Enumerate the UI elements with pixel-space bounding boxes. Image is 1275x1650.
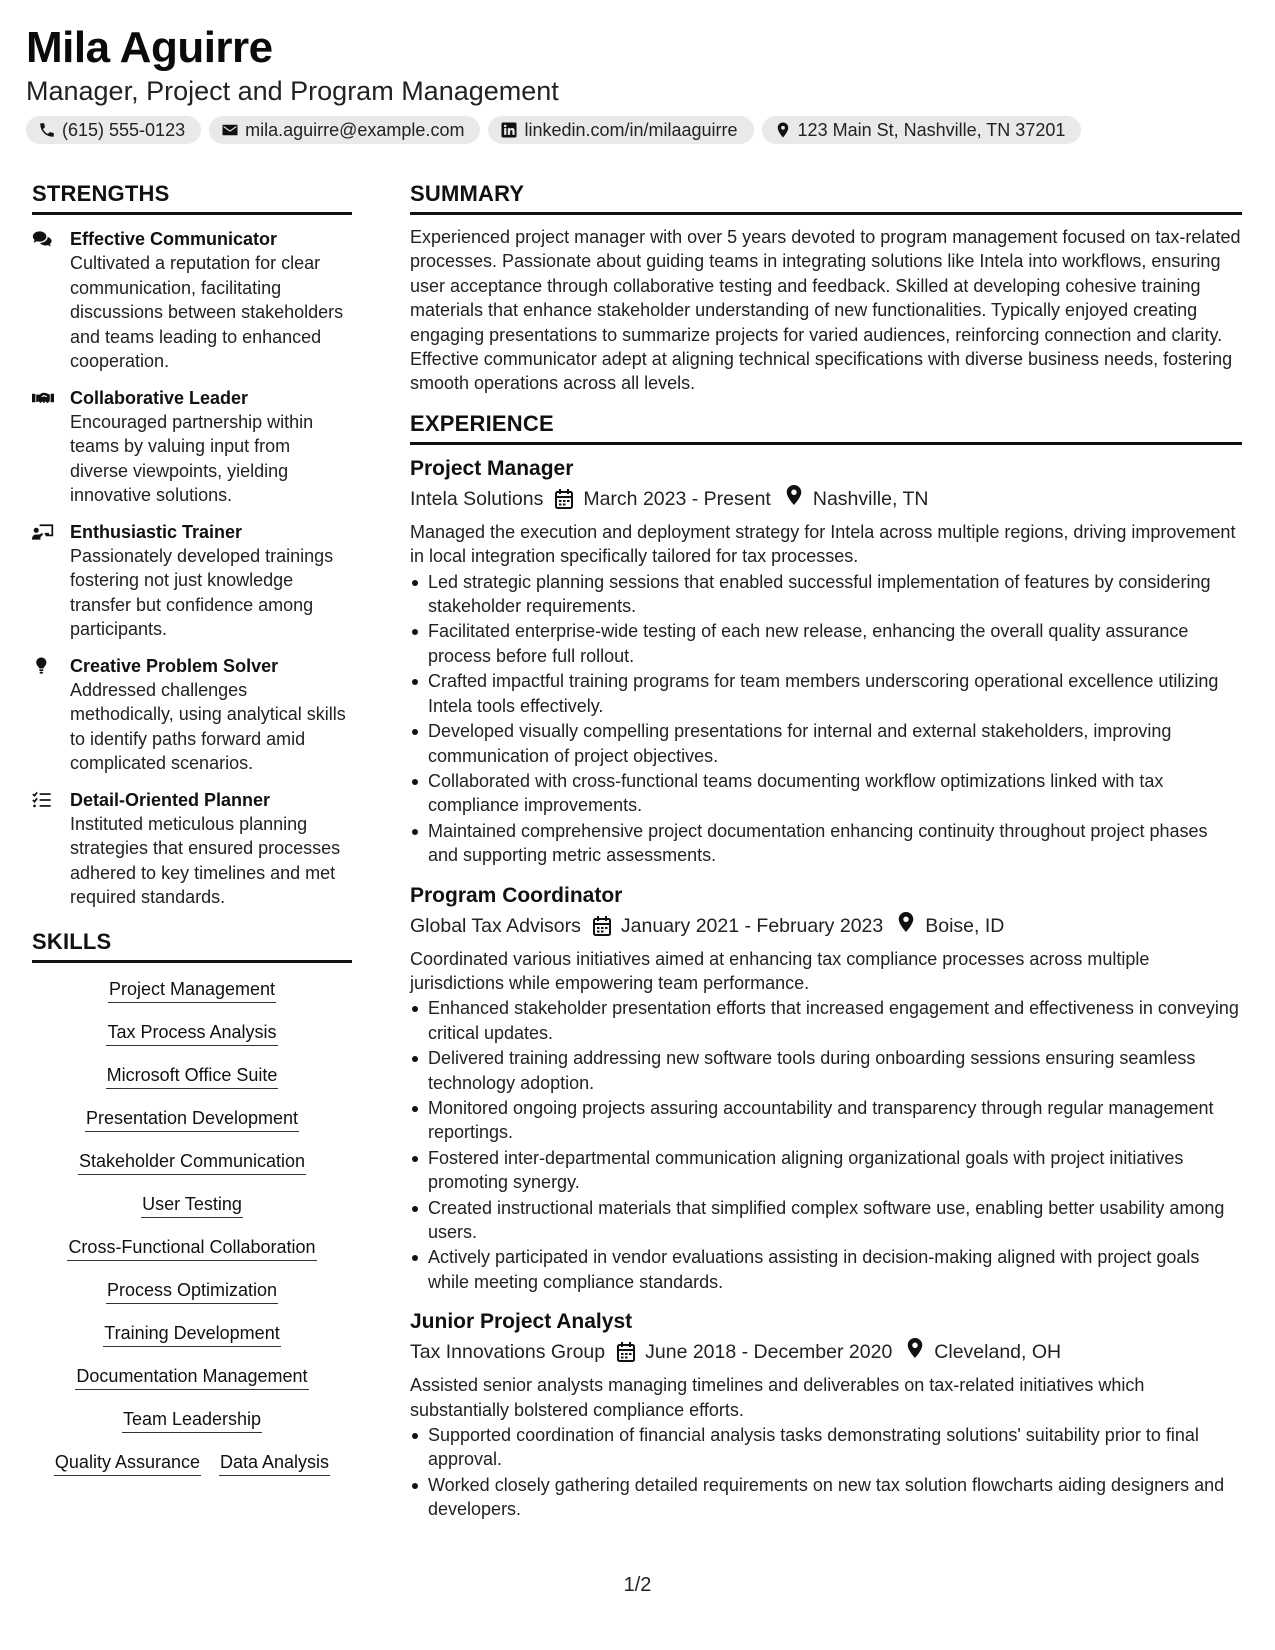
job-bullet: Created instructional materials that simplified complex software use, enabling better usability among users. xyxy=(410,1196,1242,1245)
skill-tag: Stakeholder Communication xyxy=(78,1149,306,1175)
strength-title: Collaborative Leader xyxy=(70,387,249,408)
strength-item xyxy=(32,654,352,776)
strength-desc: Addressed challenges methodically, using analytical skills to identify paths forward amid complicated scenarios. xyxy=(70,679,346,773)
calendar-icon xyxy=(555,489,573,509)
experience-heading: EXPERIENCE xyxy=(410,410,1242,445)
phone-text: (615) 555-0123 xyxy=(62,119,186,140)
skill-tag: Training Development xyxy=(103,1321,280,1347)
chalkboard-teacher-icon xyxy=(32,523,54,541)
job-dates: March 2023 - Present xyxy=(583,487,771,510)
job-bullets xyxy=(410,1423,1242,1522)
job-company: Intela Solutions xyxy=(410,487,544,510)
skill-tag: Cross-Functional Collaboration xyxy=(67,1235,316,1261)
job-bullet: Monitored ongoing projects assuring accountability and transparency through regular management reportings. xyxy=(410,1096,1242,1145)
job-bullet: Enhanced stakeholder presentation efforts that increased engagement and effectiveness in conveying critical updates. xyxy=(410,996,1242,1045)
job-description: Coordinated various initiatives aimed at enhancing tax compliance processes across multiple jurisdictions while empowering team performance. xyxy=(410,948,1150,993)
strengths-list xyxy=(32,227,352,910)
strength-desc: Instituted meticulous planning strategies that ensured processes adhered to key timelines and met required standards. xyxy=(70,813,341,907)
job-description: Managed the execution and deployment strategy for Intela across multiple regions, driving improvement in local integration specifically tailored for tax processes. xyxy=(410,521,1236,567)
map-marker-icon xyxy=(785,485,803,505)
job-bullets xyxy=(410,996,1242,1294)
linkedin-chip[interactable] xyxy=(488,116,753,144)
job-meta xyxy=(410,1337,1242,1367)
job-bullet: Actively participated in vendor evaluations assisting in decision-making aligned with project goals while meeting compliance standards. xyxy=(410,1245,1242,1294)
strength-item xyxy=(32,788,352,910)
job-bullet: Worked closely gathering detailed requirements on new tax solution flowcharts aiding designers and developers. xyxy=(410,1473,1242,1522)
job-bullet: Maintained comprehensive project documentation enhancing continuity throughout project phases and supporting metric assessments. xyxy=(410,819,1242,868)
strength-title: Enthusiastic Trainer xyxy=(70,521,243,542)
skill-tag: Team Leadership xyxy=(122,1407,262,1433)
job-title: Junior Project Analyst xyxy=(410,1310,633,1334)
skill-tag: User Testing xyxy=(141,1192,243,1218)
job-title: Project Manager xyxy=(410,456,574,480)
job-bullet: Facilitated enterprise-wide testing of each new release, enhancing the overall quality assurance process before full rollout. xyxy=(410,619,1242,668)
linkedin-icon xyxy=(500,121,518,139)
email-chip[interactable] xyxy=(209,116,480,144)
job-location: Cleveland, OH xyxy=(934,1341,1062,1364)
candidate-name: Mila Aguirre xyxy=(26,23,273,72)
email-text: mila.aguirre@example.com xyxy=(245,119,465,140)
job-entry xyxy=(410,1308,1242,1521)
phone-chip[interactable] xyxy=(26,116,201,144)
skill-tag: Process Optimization xyxy=(106,1278,278,1304)
job-bullets xyxy=(410,570,1242,868)
calendar-icon xyxy=(617,1342,635,1362)
skill-tag: Tax Process Analysis xyxy=(106,1020,277,1046)
skills-heading: SKILLS xyxy=(32,928,352,963)
lightbulb-icon xyxy=(32,657,54,675)
skill-tag: Microsoft Office Suite xyxy=(106,1063,279,1089)
address-text: 123 Main St, Nashville, TN 37201 xyxy=(797,119,1066,140)
job-entry xyxy=(410,882,1242,1295)
page-number: 1/2 xyxy=(623,1574,652,1596)
strength-item xyxy=(32,386,352,508)
strength-title: Effective Communicator xyxy=(70,229,278,249)
strength-desc: Encouraged partnership within teams by valuing input from diverse viewpoints, yielding innovative solutions. xyxy=(70,411,314,505)
strength-item xyxy=(32,227,352,374)
map-marker-icon xyxy=(897,912,915,932)
job-meta xyxy=(410,484,1242,514)
resume-header xyxy=(26,22,1249,144)
handshake-icon xyxy=(32,389,54,407)
job-bullet: Supported coordination of financial analysis tasks demonstrating solutions' suitability prior to final approval. xyxy=(410,1423,1242,1472)
list-check-icon xyxy=(32,791,54,809)
strength-item xyxy=(32,520,352,642)
contact-bar xyxy=(26,116,1249,144)
comments-icon xyxy=(32,230,54,248)
job-location: Nashville, TN xyxy=(812,487,929,510)
job-bullet: Delivered training addressing new software tools during onboarding sessions ensuring seamless technology adoption. xyxy=(410,1046,1242,1095)
job-title: Program Coordinator xyxy=(410,883,623,907)
job-dates: June 2018 - December 2020 xyxy=(645,1341,893,1364)
skills-list xyxy=(32,977,352,1493)
linkedin-text: linkedin.com/in/milaaguirre xyxy=(524,119,738,140)
strength-title: Detail-Oriented Planner xyxy=(70,789,271,810)
map-marker-icon xyxy=(774,121,792,139)
skill-tag: Quality Assurance xyxy=(54,1450,201,1476)
job-bullet: Developed visually compelling presentations for internal and external stakeholders, improving communication of project objectives. xyxy=(410,719,1242,768)
skill-tag: Project Management xyxy=(108,977,276,1003)
job-company: Global Tax Advisors xyxy=(410,914,581,937)
job-meta xyxy=(410,911,1242,941)
left-column xyxy=(32,180,352,1493)
calendar-icon xyxy=(593,916,611,936)
strength-desc: Cultivated a reputation for clear communication, facilitating discussions between stakeholders and teams leading to enhanced cooperation. xyxy=(70,253,344,371)
strength-desc: Passionately developed trainings fostering not just knowledge transfer but confidence among participants. xyxy=(70,545,334,639)
skill-tag: Presentation Development xyxy=(85,1106,299,1132)
right-column xyxy=(410,180,1242,1523)
job-dates: January 2021 - February 2023 xyxy=(620,914,884,937)
skill-tag: Documentation Management xyxy=(75,1364,308,1390)
envelope-icon xyxy=(221,121,239,139)
job-location: Boise, ID xyxy=(925,914,1005,937)
job-bullet: Collaborated with cross-functional teams documenting workflow optimizations linked with tax compliance improvements. xyxy=(410,769,1242,818)
job-bullet: Fostered inter-departmental communication aligning organizational goals with project initiatives promoting synergy. xyxy=(410,1146,1242,1195)
experience-section xyxy=(410,410,1242,1522)
summary-heading: SUMMARY xyxy=(410,180,1242,215)
map-marker-icon xyxy=(906,1338,924,1358)
summary-text: Experienced project manager with over 5 years devoted to program management focused on tax-related processes. Passionate about guiding teams in integrating solutions like Intela into workflows, ensuring user acceptance through collaborative testing and feedback. Skilled at developing cohesive training materials that enhance stakeholder understanding of new functionalities. Typically enjoyed creating engaging presentations to summarize projects for varied audiences, reinforcing connection and clarity. Effective communicator adept at aligning technical specifications with diverse business needs, fostering smooth operations across all levels. xyxy=(410,227,1241,394)
job-bullet: Led strategic planning sessions that enabled successful implementation of features by considering stakeholder requirements. xyxy=(410,570,1242,619)
skill-tag: Data Analysis xyxy=(219,1450,330,1476)
strengths-heading: STRENGTHS xyxy=(32,180,352,215)
job-bullet: Crafted impactful training programs for team members underscoring operational excellence utilizing Intela tools effectively. xyxy=(410,669,1242,718)
job-entry xyxy=(410,455,1242,868)
phone-icon xyxy=(38,121,56,139)
job-description: Assisted senior analysts managing timelines and deliverables on tax-related initiatives which substantially bolstered compliance efforts. xyxy=(410,1375,1145,1420)
address-chip[interactable] xyxy=(762,116,1082,144)
candidate-title: Manager, Project and Program Management xyxy=(26,76,559,106)
strength-title: Creative Problem Solver xyxy=(70,655,279,676)
job-company: Tax Innovations Group xyxy=(410,1341,606,1364)
skills-section xyxy=(32,928,352,1493)
